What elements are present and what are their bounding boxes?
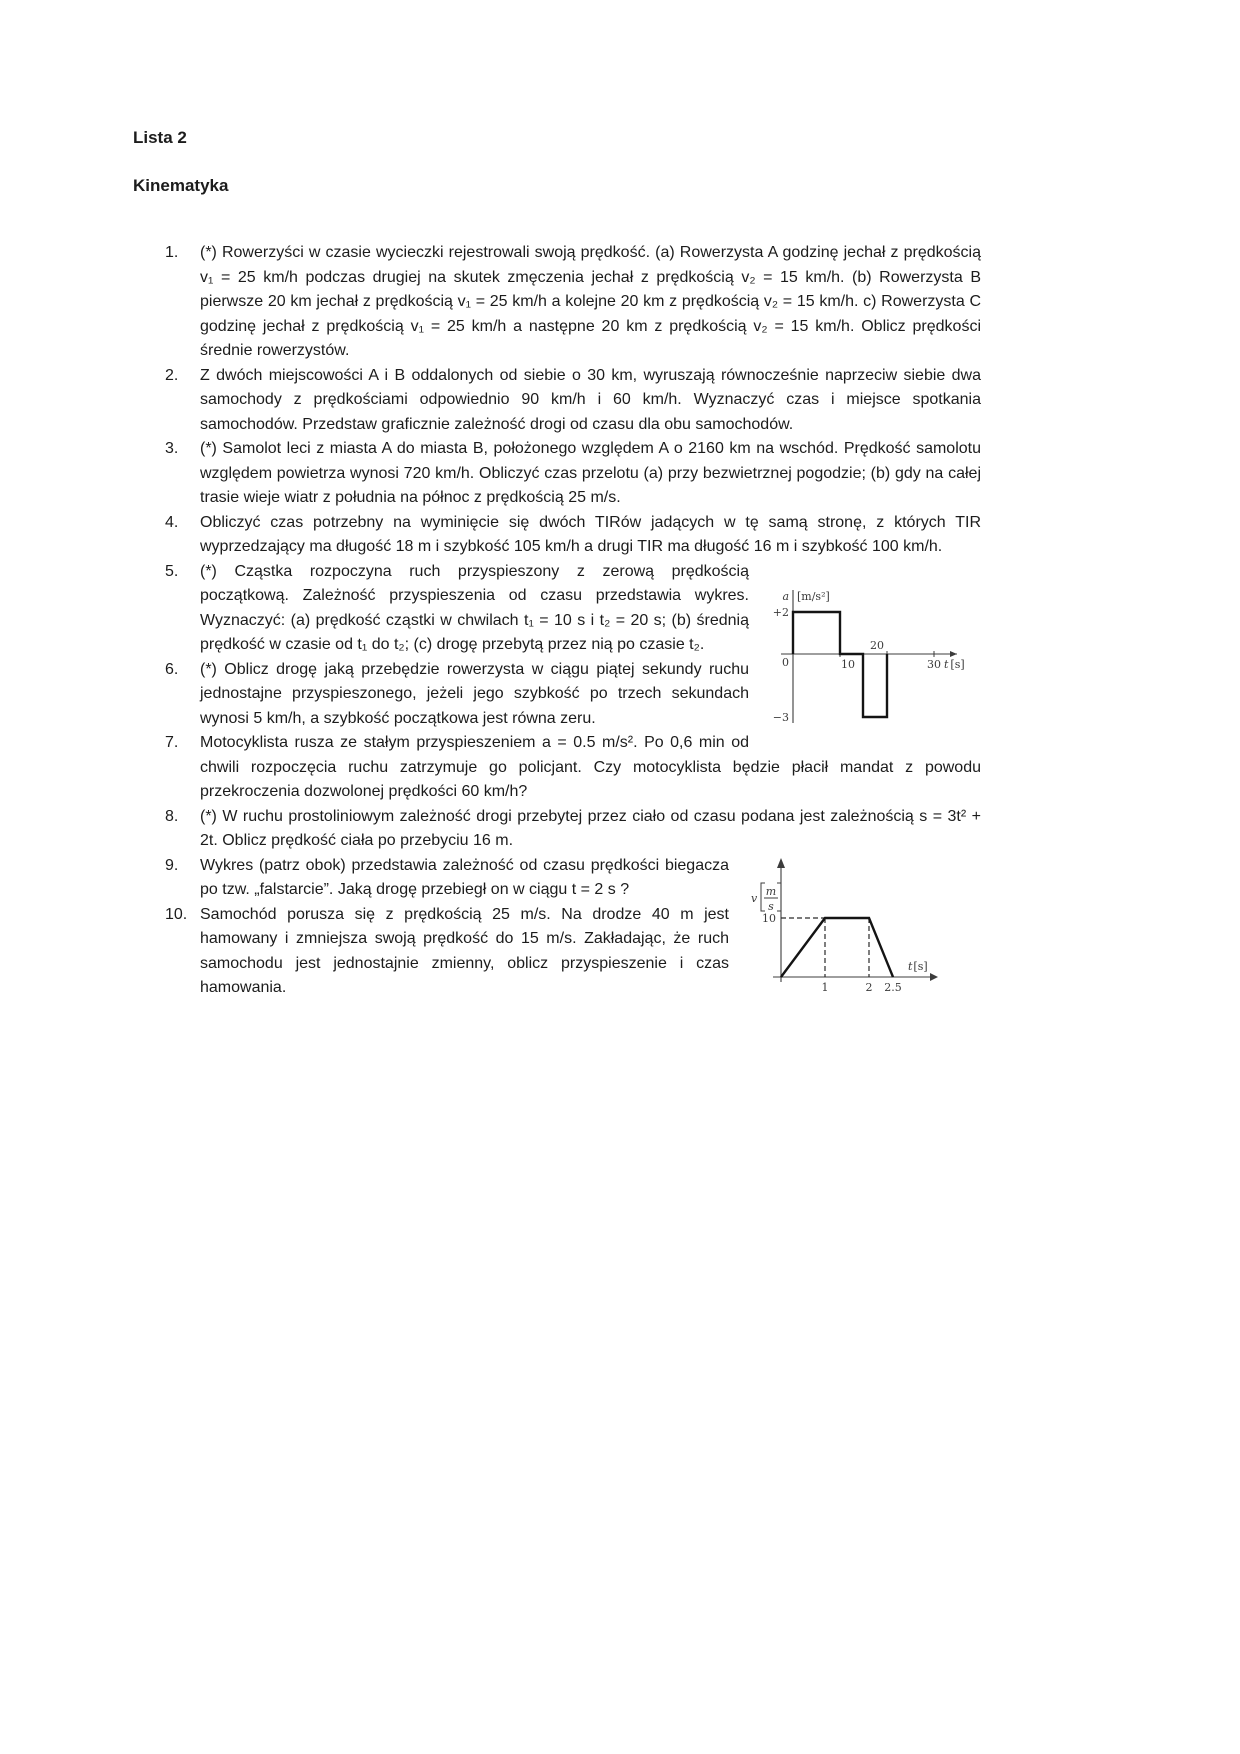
x-axis-arrow-icon [950, 651, 957, 657]
bracket-left [761, 883, 765, 911]
y-tick-plus2: +2 [772, 605, 789, 619]
page-title: Lista 2 [133, 128, 187, 147]
problem-list [165, 241, 981, 1001]
problem-8-number: 8. [165, 807, 179, 825]
x-axis-label: t[s] [908, 959, 928, 973]
y-axis-label-var: v [751, 891, 758, 905]
x-tick-2-5: 2.5 [884, 980, 902, 994]
problem-10-number: 10. [165, 905, 188, 923]
y-tick-zero: 0 [782, 655, 789, 669]
problem-10-text: Samochód porusza się z prędkością 25 m/s. Na drodze 40 m jest hamowany i zmniejsza swoją prędkość do 15 m/s. Zakładając, że ruch samochodu jest jednostajnie zmienny, oblicz przyspieszenie i czas hamowania. [200, 905, 729, 996]
velocity-line [781, 918, 893, 977]
acceleration-chart-svg [763, 562, 967, 729]
problems-9-10-group [165, 854, 981, 1001]
acceleration-step-line [793, 612, 887, 717]
problem-7-text: Motocyklista rusza ze stałym przyspieszeniem a = 0.5 m/s². Po 0,6 min od chwili rozpoczęcia ruchu zatrzymuje go policjant. Czy motocyklista będzie płacił mandat z powodu przekroczenia dozwolonej prędkości 60 km/h? [200, 734, 981, 800]
x-tick-1: 1 [821, 980, 829, 994]
problem-1-number: 1. [165, 244, 179, 261]
velocity-time-chart [743, 854, 943, 1006]
y-axis-arrow-icon [777, 858, 785, 868]
problem-2 [165, 364, 981, 438]
x-tick-20: 20 [870, 638, 884, 652]
bracket-right [777, 883, 781, 911]
problem-8 [165, 805, 981, 854]
y-label-numerator: m [765, 884, 777, 898]
problem-9-number: 9. [165, 856, 179, 874]
acceleration-time-chart [763, 562, 967, 729]
x-tick-10: 10 [841, 657, 855, 671]
problem-6-text: (*) Oblicz drogę jaką przebędzie rowerzysta w ciągu piątej sekundy ruchu jednostajne przyspieszonego, jeżeli jego szybkość po trzech sekundach wynosi 5 km/h, a szybkość początkowa jest równa zeru. [200, 660, 749, 727]
x-tick-2: 2 [865, 980, 873, 994]
x-axis-label: t [s] [944, 657, 965, 671]
problem-5-text: (*) Cząstka rozpoczyna ruch przyspieszony z zerową prędkością początkową. Zależność przyspieszenia od czasu przedstawia wykres. Wyznaczyć: (a) prędkość cząstki w chwilach t₁ = 10 s i t₂ = 20 s; (b) średnią prędkość w czasie od t₁ do t₂; (c) drogę przebytą przez nią po czasie t₂. [200, 562, 749, 653]
y-label-denominator: s [768, 899, 774, 913]
y-axis-label-unit: [m/s²] [797, 589, 830, 603]
x-tick-30: 30 [927, 657, 941, 671]
problem-2-number: 2. [165, 366, 179, 384]
problem-4-text: Obliczyć czas potrzebny na wyminięcie się dwóch TIRów jadących w tę samą stronę, z których TIR wyprzedzający ma długość 18 m i szybkość 105 km/h a drugi TIR ma długość 16 m i szybkość 100 km/h. [200, 513, 981, 555]
x-axis-arrow-icon [930, 973, 938, 981]
problem-4 [165, 511, 981, 560]
document-page [0, 0, 983, 1001]
page-subtitle: Kinematyka [133, 176, 229, 195]
problems-5-6-group [165, 560, 981, 732]
problem-8-text: (*) W ruchu prostoliniowym zależność drogi przebytej przez ciało od czasu podana jest zależnością s = 3t² + 2t. Oblicz prędkość ciała po przebyciu 16 m. [200, 807, 981, 849]
problem-3-text: (*) Samolot leci z miasta A do miasta B, położonego względem A o 2160 km na wschód. Prędkość samolotu względem powietrza wynosi 720 km/h. Obliczyć czas przelotu (a) przy bezwietrznej pogodzie; (b) gdy na całej trasie wieje wiatr z południa na północ z prędkością 25 m/s. [200, 440, 981, 506]
problem-6-number: 6. [165, 660, 179, 678]
problem-3-number: 3. [165, 440, 179, 457]
problem-7-number: 7. [165, 734, 179, 751]
y-tick-minus3: −3 [772, 710, 789, 724]
y-axis-label-var: a [782, 589, 789, 603]
problem-7 [165, 731, 981, 805]
problem-3 [165, 437, 981, 511]
problem-1 [165, 241, 981, 364]
problem-9-text: Wykres (patrz obok) przedstawia zależność od czasu prędkości biegacza po tzw. „falstarcie”. Jaką drogę przebiegł on w ciągu t = 2 s ? [200, 856, 729, 898]
velocity-chart-svg [743, 854, 943, 1006]
problem-2-text: Z dwóch miejscowości A i B oddalonych od siebie o 30 km, wyruszają równocześnie naprzeciw siebie dwa samochody z prędkościami odpowiednio 90 km/h i 60 km/h. Wyznaczyć czas i miejsce spotkania samochodów. Przedstaw graficznie zależność drogi od czasu dla obu samochodów. [200, 366, 981, 433]
problem-4-number: 4. [165, 513, 179, 531]
y-tick-10: 10 [762, 911, 776, 925]
problem-1-text: (*) Rowerzyści w czasie wycieczki rejestrowali swoją prędkość. (a) Rowerzysta A godzinę jechał z prędkością v₁ = 25 km/h podczas drugiej na skutek zmęczenia jechał z prędkością v₂ = 15 km/h. (b) Rowerzysta B pierwsze 20 km jechał z prędkością v₁ = 25 km/h a kolejne 20 km z prędkością v₂ = 15 km/h. c) Rowerzysta C godzinę jechał z prędkością v₁ = 25 km/h a następne 20 km z prędkością v₂ = 15 km/h. Oblicz prędkości średnie rowerzystów. [200, 244, 981, 359]
problem-5-number: 5. [165, 562, 179, 580]
